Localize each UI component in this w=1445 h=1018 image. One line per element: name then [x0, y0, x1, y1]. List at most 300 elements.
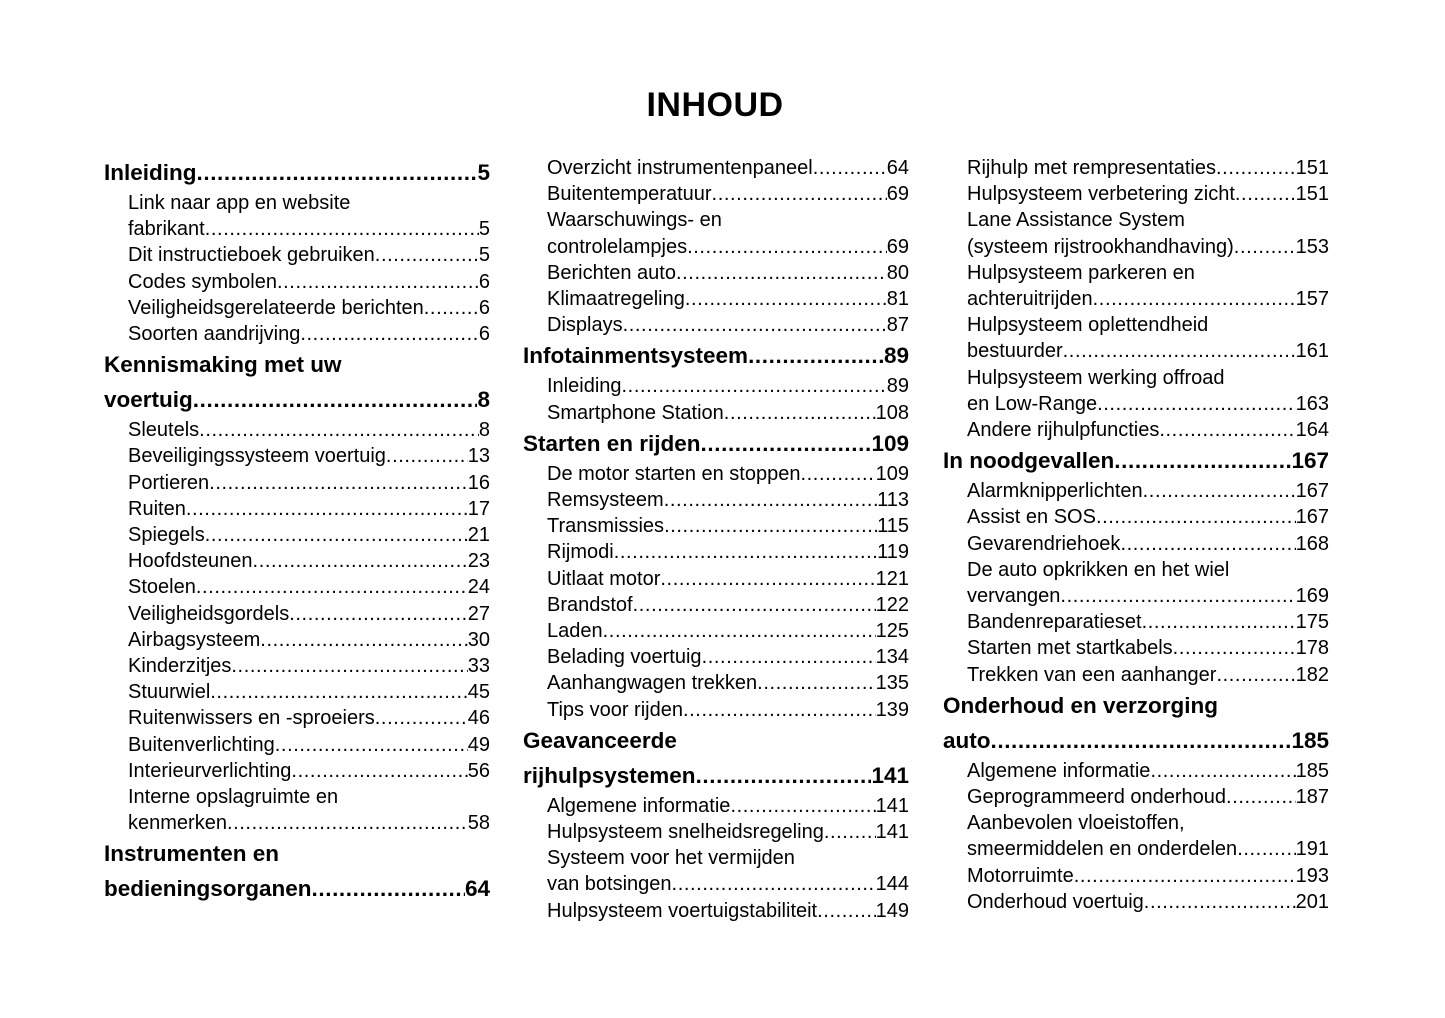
page-number: 164 — [1295, 419, 1329, 442]
toc-entry-line[interactable] — [943, 312, 1329, 338]
toc-label: smeermiddelen en onderdelen — [967, 838, 1238, 861]
page-number: 27 — [467, 602, 490, 625]
toc-label: Hulpsysteem oplettendheid — [967, 314, 1209, 337]
toc-label: Berichten auto — [547, 261, 676, 284]
toc-entry[interactable] — [523, 400, 909, 426]
page-number: 69 — [886, 235, 909, 258]
dot-leader — [664, 487, 877, 513]
page-number: 33 — [467, 655, 490, 678]
toc-label: Kennismaking met uw — [104, 352, 342, 378]
dot-leader — [289, 601, 468, 627]
toc-label: Inleiding — [104, 160, 197, 185]
toc-entry[interactable] — [104, 627, 490, 653]
page-number: 151 — [1295, 157, 1329, 179]
toc-label: Interieurverlichting — [128, 759, 292, 782]
dot-leader — [1150, 758, 1295, 784]
toc-entry[interactable] — [523, 312, 909, 338]
page-number: 167 — [1295, 506, 1329, 529]
toc-section-heading-line[interactable] — [104, 347, 490, 382]
toc-entry[interactable] — [104, 758, 490, 784]
page-number: 81 — [886, 288, 909, 311]
page-number: 6 — [478, 296, 490, 319]
dot-leader — [1144, 889, 1296, 915]
toc-label: Aanbevolen vloeistoffen, — [967, 812, 1185, 835]
page-number: 135 — [875, 672, 909, 695]
toc-section-heading-line[interactable] — [104, 836, 490, 871]
toc-entry-line[interactable] — [104, 190, 490, 216]
dot-leader — [231, 653, 467, 679]
dot-leader — [196, 574, 468, 600]
page-number: 157 — [1295, 288, 1329, 311]
dot-leader — [386, 443, 468, 469]
toc-label: Klimaatregeling — [547, 288, 685, 311]
dot-leader — [193, 382, 478, 417]
page-number: 16 — [467, 471, 490, 494]
dot-leader — [730, 793, 875, 819]
toc-label: Spiegels — [128, 524, 205, 547]
toc-entry[interactable] — [523, 155, 909, 181]
dot-leader — [702, 644, 876, 670]
dot-leader — [1093, 286, 1296, 312]
toc-section[interactable] — [523, 426, 909, 461]
toc-label: Hoofdsteunen — [128, 550, 253, 573]
toc-label: Veiligheidsgordels — [128, 602, 290, 625]
page-number: 182 — [1295, 663, 1329, 686]
toc-label: Lane Assistance System — [967, 209, 1185, 232]
page-number: 6 — [478, 270, 490, 293]
toc-label: Systeem voor het vermijden — [547, 847, 795, 870]
dot-leader — [1237, 836, 1295, 862]
toc-entry[interactable] — [943, 417, 1329, 443]
toc-label: Bandenreparatieset — [967, 611, 1142, 634]
dot-leader — [672, 871, 876, 897]
page-number: 23 — [467, 550, 490, 573]
toc-label: achteruitrijden — [967, 288, 1093, 311]
page-number: 109 — [871, 430, 909, 456]
dot-leader — [724, 400, 876, 426]
dot-leader — [633, 592, 876, 618]
toc-label: De auto opkrikken en het wiel — [967, 558, 1230, 581]
page-number: 193 — [1295, 864, 1329, 887]
page-number: 21 — [467, 524, 490, 547]
toc-label: Trekken van een aanhanger — [967, 663, 1217, 686]
toc-entry[interactable] — [104, 705, 490, 731]
page-number: 144 — [875, 873, 909, 896]
toc-entry[interactable] — [943, 286, 1329, 312]
page-number: 115 — [877, 515, 909, 538]
toc-entry[interactable] — [523, 697, 909, 723]
toc-entry[interactable] — [523, 286, 909, 312]
toc-label: Dit instructieboek gebruiken — [128, 244, 375, 267]
page-number: 178 — [1295, 637, 1329, 660]
dot-leader — [1159, 417, 1295, 443]
page-number: 141 — [871, 762, 909, 788]
page-number: 187 — [1295, 786, 1329, 809]
toc-entry[interactable] — [104, 242, 490, 268]
toc-section-heading-line[interactable] — [943, 688, 1329, 723]
toc-entry[interactable] — [104, 522, 490, 548]
page-number: 64 — [886, 157, 909, 179]
dot-leader — [1235, 181, 1296, 207]
dot-leader — [1234, 234, 1296, 260]
toc-entry[interactable] — [104, 295, 490, 321]
toc-entry[interactable] — [943, 836, 1329, 862]
page-number: 161 — [1295, 340, 1329, 363]
toc-label: Smartphone Station — [547, 401, 724, 424]
toc-entry[interactable] — [104, 216, 490, 242]
toc-entry-line[interactable] — [104, 784, 490, 810]
page-number: 201 — [1295, 890, 1329, 913]
page-number: 141 — [875, 821, 909, 844]
page-number: 149 — [875, 899, 909, 922]
dot-leader — [424, 295, 479, 321]
toc-label: Buitenverlichting — [128, 733, 275, 756]
toc-label: (systeem rijstrookhandhaving) — [967, 235, 1234, 258]
dot-leader — [696, 758, 872, 793]
dot-leader — [186, 496, 468, 522]
toc-label: Soorten aandrijving — [128, 323, 301, 346]
page-number: 185 — [1295, 759, 1329, 782]
dot-leader — [800, 461, 875, 487]
page-number: 121 — [875, 567, 909, 590]
dot-leader — [622, 373, 887, 399]
dot-leader — [701, 426, 872, 461]
toc-label: In noodgevallen — [943, 448, 1115, 474]
toc-entry-line[interactable] — [943, 810, 1329, 836]
page-number: 87 — [886, 314, 909, 337]
toc-label: Kinderzitjes — [128, 655, 232, 678]
toc-entry[interactable] — [523, 181, 909, 207]
toc-label: bedieningsorganen — [104, 876, 312, 902]
dot-leader — [676, 260, 887, 286]
toc-entry[interactable] — [523, 566, 909, 592]
page-number: 58 — [467, 812, 490, 835]
toc-entry[interactable] — [104, 810, 490, 836]
page-number: 191 — [1295, 838, 1329, 861]
dot-leader — [664, 513, 877, 539]
toc-column-1 — [104, 155, 490, 906]
page-number: 122 — [875, 593, 909, 616]
dot-leader — [1114, 443, 1291, 478]
dot-leader — [1216, 662, 1295, 688]
toc-label: Belading voertuig — [547, 646, 702, 669]
toc-section[interactable] — [104, 871, 490, 906]
toc-entry[interactable] — [523, 539, 909, 565]
toc-label: Codes symbolen — [128, 270, 277, 293]
page-number: 30 — [467, 628, 490, 651]
dot-leader — [375, 242, 479, 268]
toc-column-3 — [943, 155, 1329, 915]
toc-label: Transmissies — [547, 515, 665, 538]
toc-label: Starten en rijden — [523, 430, 701, 456]
toc-label: Hulpsysteem voertuigstabiliteit — [547, 899, 818, 922]
toc-label: Instrumenten en — [104, 841, 280, 867]
toc-label: Overzicht instrumentenpaneel — [547, 157, 813, 179]
dot-leader — [687, 234, 887, 260]
toc-entry[interactable] — [943, 609, 1329, 635]
toc-label: Stuurwiel — [128, 681, 211, 704]
toc-label: Rijmodi — [547, 541, 614, 564]
page-number: 113 — [877, 489, 909, 512]
toc-entry[interactable] — [943, 234, 1329, 260]
toc-label: Geprogrammeerd onderhoud — [967, 786, 1227, 809]
dot-leader — [375, 705, 468, 731]
toc-label: Gevarendriehoek — [967, 532, 1121, 555]
toc-column-2 — [523, 155, 909, 924]
toc-entry[interactable] — [104, 574, 490, 600]
toc-section[interactable] — [104, 155, 490, 190]
toc-label: Hulpsysteem parkeren en — [967, 261, 1195, 284]
toc-label: Hulpsysteem snelheidsregeling — [547, 821, 824, 844]
page-number: 8 — [478, 419, 490, 442]
dot-leader — [291, 758, 467, 784]
dot-leader — [824, 819, 876, 845]
dot-leader — [1063, 338, 1296, 364]
dot-leader — [205, 522, 468, 548]
page-number: 5 — [478, 244, 490, 267]
toc-entry[interactable] — [943, 338, 1329, 364]
toc-label: Hulpsysteem werking offroad — [967, 366, 1225, 389]
dot-leader — [253, 548, 468, 574]
toc-entry-line[interactable] — [943, 207, 1329, 233]
page-number: 169 — [1295, 585, 1329, 608]
toc-entry[interactable] — [523, 260, 909, 286]
dot-leader — [199, 417, 479, 443]
toc-label: Buitentemperatuur — [547, 183, 712, 206]
toc-label: Starten met startkabels — [967, 637, 1173, 660]
toc-entry-line[interactable] — [523, 845, 909, 871]
toc-entry[interactable] — [943, 155, 1329, 181]
page-number: 139 — [875, 698, 909, 721]
toc-entry[interactable] — [943, 758, 1329, 784]
toc-label: Waarschuwings- en — [547, 209, 722, 232]
dot-leader — [197, 155, 478, 190]
toc-entry[interactable] — [943, 583, 1329, 609]
toc-label: Algemene informatie — [547, 794, 731, 817]
toc-entry[interactable] — [943, 889, 1329, 915]
page-number: 45 — [467, 681, 490, 704]
page-number: 49 — [467, 733, 490, 756]
toc-label: Algemene informatie — [967, 759, 1151, 782]
toc-entry[interactable] — [104, 470, 490, 496]
toc-entry[interactable] — [523, 461, 909, 487]
toc-entry[interactable] — [104, 653, 490, 679]
toc-entry[interactable] — [523, 793, 909, 819]
dot-leader — [205, 216, 479, 242]
toc-entry[interactable] — [104, 548, 490, 574]
dot-leader — [260, 627, 467, 653]
page-number: 24 — [467, 576, 490, 599]
toc-entry[interactable] — [523, 670, 909, 696]
toc-label: fabrikant — [128, 218, 205, 241]
toc-entry[interactable] — [943, 531, 1329, 557]
toc-entry[interactable] — [943, 391, 1329, 417]
page-number: 17 — [467, 497, 490, 520]
dot-leader — [277, 269, 479, 295]
toc-entry[interactable] — [523, 871, 909, 897]
dot-leader — [712, 181, 887, 207]
dot-leader — [683, 697, 876, 723]
toc-section[interactable] — [523, 758, 909, 793]
page-number: 56 — [467, 759, 490, 782]
page-number: 125 — [875, 620, 909, 643]
dot-leader — [1097, 391, 1296, 417]
dot-leader — [991, 723, 1292, 758]
toc-entry[interactable] — [943, 863, 1329, 889]
toc-entry[interactable] — [104, 601, 490, 627]
page-number: 64 — [464, 876, 490, 902]
dot-leader — [757, 670, 875, 696]
page-number: 167 — [1295, 480, 1329, 503]
toc-label: bestuurder — [967, 340, 1063, 363]
page-number: 13 — [467, 445, 490, 468]
page-number: 8 — [477, 387, 490, 413]
page-number: 163 — [1295, 392, 1329, 415]
toc-label: Hulpsysteem verbetering zicht — [967, 183, 1235, 206]
page-number: 151 — [1295, 183, 1329, 206]
toc-entry[interactable] — [104, 443, 490, 469]
page-number: 175 — [1295, 611, 1329, 634]
toc-entry[interactable] — [523, 618, 909, 644]
page-number: 141 — [875, 794, 909, 817]
toc-label: Stoelen — [128, 576, 196, 599]
toc-entry-line[interactable] — [943, 260, 1329, 286]
page-number: 185 — [1291, 727, 1329, 753]
dot-leader — [227, 810, 468, 836]
toc-entry[interactable] — [523, 373, 909, 399]
page-number: 108 — [875, 401, 909, 424]
dot-leader — [300, 321, 479, 347]
toc-label: Laden — [547, 620, 603, 643]
dot-leader — [1173, 635, 1296, 661]
toc-entry[interactable] — [104, 269, 490, 295]
dot-leader — [603, 618, 876, 644]
toc-label: De motor starten en stoppen — [547, 462, 801, 485]
dot-leader — [275, 732, 468, 758]
toc-label: Uitlaat motor — [547, 567, 661, 590]
toc-label: Airbagsysteem — [128, 628, 261, 651]
toc-entry[interactable] — [104, 321, 490, 347]
dot-leader — [1226, 784, 1296, 810]
toc-label: rijhulpsystemen — [523, 762, 696, 788]
toc-label: auto — [943, 727, 991, 753]
toc-label: Andere rijhulpfuncties — [967, 419, 1160, 442]
dot-leader — [1096, 504, 1296, 530]
page-number: 109 — [875, 462, 909, 485]
toc-section[interactable] — [104, 382, 490, 417]
dot-leader — [748, 338, 884, 373]
page-number: 89 — [883, 343, 909, 369]
toc-label: kenmerken — [128, 812, 227, 835]
dot-leader — [1060, 583, 1295, 609]
toc-label: Infotainmentsysteem — [523, 343, 749, 369]
page-number: 80 — [886, 261, 909, 284]
toc-label: Brandstof — [547, 593, 633, 616]
toc-label: en Low-Range — [967, 392, 1098, 415]
page-title: INHOUD — [646, 86, 784, 124]
dot-leader — [1074, 863, 1296, 889]
toc-entry[interactable] — [104, 732, 490, 758]
toc-label: Displays — [547, 314, 623, 337]
toc-entry-line[interactable] — [943, 365, 1329, 391]
page-number: 69 — [886, 183, 909, 206]
toc-label: Onderhoud voertuig — [967, 890, 1144, 913]
toc-label: Rijhulp met rempresentaties — [967, 157, 1216, 179]
toc-entry[interactable] — [523, 644, 909, 670]
toc-entry[interactable] — [523, 234, 909, 260]
toc-entry[interactable] — [943, 635, 1329, 661]
toc-label: Onderhoud en verzorging — [943, 692, 1219, 718]
toc-label: van botsingen — [547, 873, 672, 896]
toc-label: Aanhangwagen trekken — [547, 672, 758, 695]
toc-label: controlelampjes — [547, 235, 688, 258]
toc-entry[interactable] — [943, 784, 1329, 810]
page-number: 153 — [1295, 235, 1329, 258]
toc-entry[interactable] — [523, 819, 909, 845]
toc-section[interactable] — [943, 723, 1329, 758]
toc-entry[interactable] — [523, 513, 909, 539]
toc-label: Ruiten — [128, 497, 186, 520]
toc-entry[interactable] — [523, 592, 909, 618]
toc-entry-line[interactable] — [523, 207, 909, 233]
page-number: 89 — [886, 375, 909, 398]
toc-entry[interactable] — [523, 487, 909, 513]
toc-label: Remsysteem — [547, 489, 664, 512]
toc-label: Tips voor rijden — [547, 698, 683, 721]
toc-label: Geavanceerde — [523, 727, 677, 753]
dot-leader — [614, 539, 877, 565]
dot-leader — [1120, 531, 1295, 557]
toc-entry-line[interactable] — [943, 557, 1329, 583]
page-number: 168 — [1295, 532, 1329, 555]
toc-entry[interactable] — [104, 679, 490, 705]
dot-leader — [1216, 155, 1296, 181]
toc-label: Veiligheidsgerelateerde berichten — [128, 296, 424, 319]
toc-section-heading-line[interactable] — [523, 723, 909, 758]
dot-leader — [817, 898, 876, 924]
page-number: 119 — [877, 541, 909, 564]
toc-section[interactable] — [943, 443, 1329, 478]
toc-entry[interactable] — [943, 478, 1329, 504]
dot-leader — [1142, 609, 1296, 635]
page-number: 5 — [477, 160, 490, 185]
page-number: 167 — [1291, 448, 1329, 474]
toc-label: Assist en SOS — [967, 506, 1096, 529]
toc-entry[interactable] — [523, 898, 909, 924]
toc-label: Interne opslagruimte en — [128, 786, 339, 809]
page-number: 46 — [467, 707, 490, 730]
toc-label: Motorruimte — [967, 864, 1074, 887]
page-number: 5 — [478, 218, 490, 241]
page-number: 134 — [875, 646, 909, 669]
toc-label: Link naar app en website — [128, 192, 351, 214]
toc-entry[interactable] — [943, 504, 1329, 530]
toc-label: Beveiligingssysteem voertuig — [128, 445, 386, 468]
toc-entry[interactable] — [104, 496, 490, 522]
dot-leader — [685, 286, 887, 312]
toc-label: Portieren — [128, 471, 210, 494]
dot-leader — [1143, 478, 1296, 504]
dot-leader — [623, 312, 887, 338]
dot-leader — [210, 679, 467, 705]
toc-section[interactable] — [523, 338, 909, 373]
toc-entry[interactable] — [104, 417, 490, 443]
toc-label: Inleiding — [547, 375, 622, 398]
page-number: 6 — [478, 323, 490, 346]
dot-leader — [660, 566, 875, 592]
toc-entry[interactable] — [943, 662, 1329, 688]
toc-entry[interactable] — [943, 181, 1329, 207]
